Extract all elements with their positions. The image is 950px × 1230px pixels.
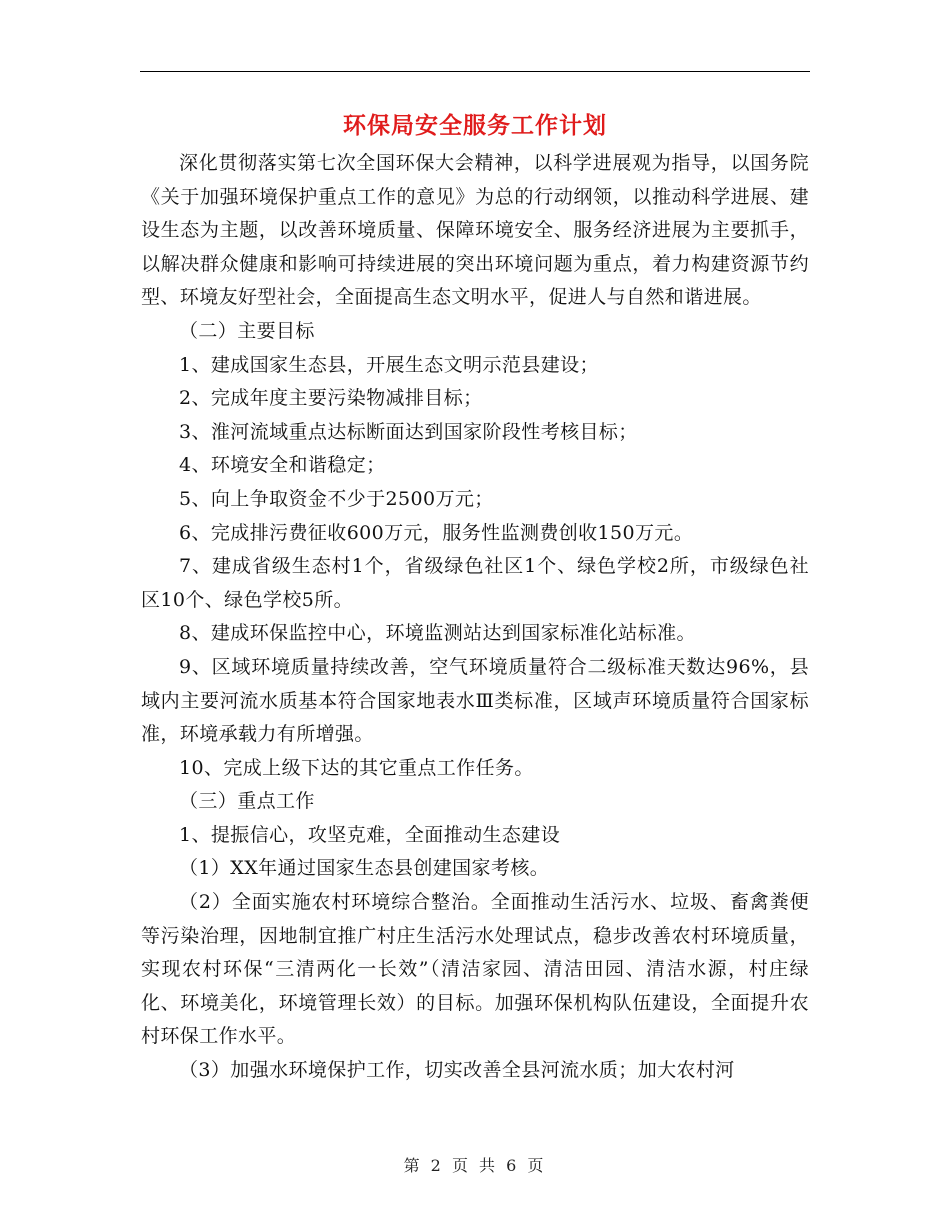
subheading-ecological-construction: 1、提振信心，攻坚克难，全面推动生态建设 [179,823,561,846]
list-item-goal-1: 1、建成国家生态县，开展生态文明示范县建设； [179,353,599,376]
list-item-goal-3: 3、淮河流域重点达标断面达到国家阶段性考核目标； [179,420,638,443]
list-item-work-3: （3）加强水环境保护工作，切实改善全县河流水质；加大农村河 [179,1059,735,1082]
list-item-work-1: （1）XX年通过国家生态县创建国家考核。 [179,857,550,880]
list-item-work-2: （2）全面实施农村环境综合整治。全面推动生活污水、垃圾、畜禽粪便等污染治理，因地制宜推广村庄生活污水处理试点，稳步改善农村环境质量，实现农村环保“三清两化一长效”（清洁家园、清洁田园、清洁水源，村庄绿化、环境美化，环境管理长效）的目标。加强环保机构队伍建设，全面提升农村环保工作水平。 [141,891,809,1048]
page-number-footer: 第 2 页 共 6 页 [403,1156,547,1175]
list-item-goal-5: 5、向上争取资金不少于2500万元； [179,487,494,510]
list-item-goal-7: 7、建成省级生态村1个，省级绿色社区1个、绿色学校2所，市级绿色社区10个、绿色学校5所。 [141,555,809,611]
header-rule [140,71,810,72]
document-body [141,147,809,1088]
paragraph-intro: 深化贯彻落实第七次全国环保大会精神，以科学进展观为指导，以国务院《关于加强环境保护重点工作的意见》为总的行动纲领，以推动科学进展、建设生态为主题，以改善环境质量、保障环境安全、服务经济进展为主要抓手，以解决群众健康和影响可持续进展的突出环境问题为重点，着力构建资源节约型、环境友好型社会，全面提高生态文明水平，促进人与自然和谐进展。 [141,152,809,309]
list-item-goal-9: 9、区域环境质量持续改善，空气环境质量符合二级标准天数达96%，县域内主要河流水质基本符合国家地表水Ⅲ类标准，区域声环境质量符合国家标准，环境承载力有所增强。 [141,655,809,746]
list-item-goal-6: 6、完成排污费征收600万元，服务性监测费创收150万元。 [179,521,694,544]
list-item-goal-10: 10、完成上级下达的其它重点工作任务。 [179,756,534,779]
section-heading-key-work: （三）重点工作 [179,790,315,813]
list-item-goal-4: 4、环境安全和谐稳定； [179,454,386,477]
document-title: 环保局安全服务工作计划 [343,112,607,139]
section-heading-main-goals: （二）主要目标 [179,319,315,342]
list-item-goal-8: 8、建成环保监控中心，环境监测站达到国家标准化站标准。 [179,622,696,645]
list-item-goal-2: 2、完成年度主要污染物减排目标； [179,387,483,410]
